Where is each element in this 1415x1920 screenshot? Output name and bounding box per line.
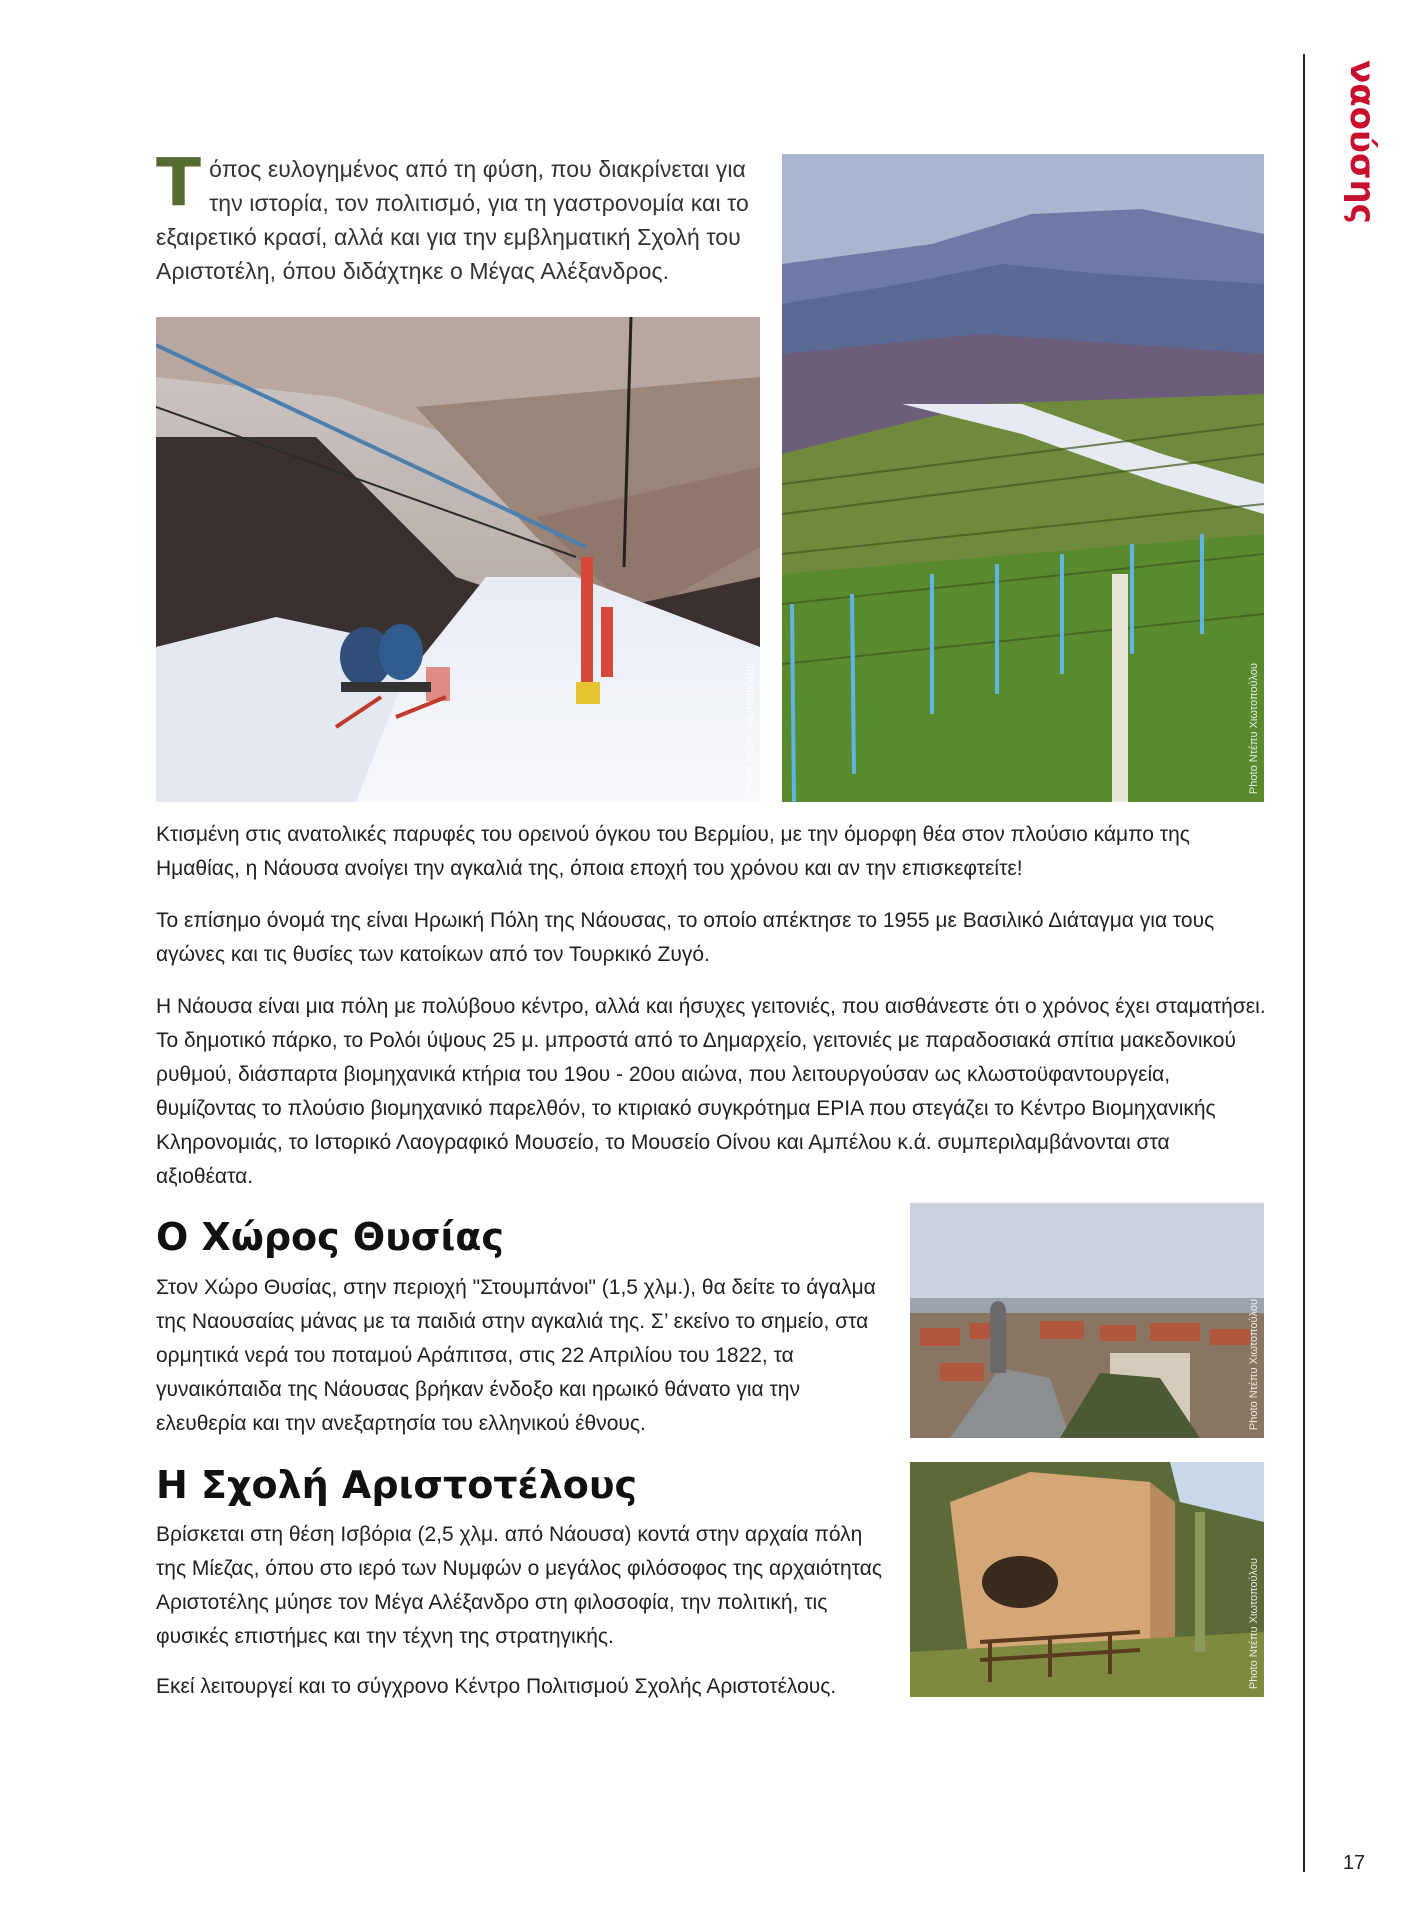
section-title-aristotle-school: Η Σχολή Αριστοτέλους — [156, 1463, 638, 1507]
section-title-sacrifice: Ο Χώρος Θυσίας — [156, 1215, 504, 1259]
brand-logo — [1342, 52, 1382, 232]
photo-monument — [910, 1203, 1264, 1438]
photo-credit: Photo Ντέπυ Χιωτοπούλου — [1248, 1298, 1260, 1430]
intro-paragraph — [156, 144, 766, 288]
photo-credit: Photo Ντέπυ Χιωτοπούλου — [1248, 662, 1260, 794]
margin-rule — [1303, 54, 1305, 1872]
section-text-aristotle-school: Βρίσκεται στη θέση Ισβόρια (2,5 χλμ. από Νάουσα) κοντά στην αρχαία πόλη της Μίεζας, όπου στο ιερό των Νυμφών ο μεγάλος φιλόσοφος της αρχαιότητας Αριστοτέλης μύησε τον Μέγα Αλέξανδρο στη φιλοσοφία, την πολιτική, τις φυσικές επιστήμες και την τέχνη της στρατηγικής. — [156, 1523, 882, 1648]
brand-text: ναούσης — [1342, 60, 1382, 224]
drop-cap: Τ — [156, 144, 202, 221]
intro-text: όπος ευλογημένος από τη φύση, που διακρίνεται για την ιστορία, τον πολιτισμό, για τη γαστρονομία και το εξαιρετικό κρασί, αλλά και για την εμβληματική Σχολή του Αριστοτέλη, όπου διδάχτηκε ο Μέγας Αλέξανδρος. — [156, 156, 749, 284]
photo-ski-lift — [156, 317, 760, 802]
section-text-cultural-center: Εκεί λειτουργεί και το σύγχρονο Κέντρο Πολιτισμού Σχολής Αριστοτέλους. — [156, 1675, 837, 1698]
body-paragraph-3: Η Νάουσα είναι μια πόλη με πολύβουο κέντρο, αλλά και ήσυχες γειτονιές, που αισθάνεστε ότι ο χρόνος έχει σταματήσει. Το δημοτικό πάρκο, το Ρολόι ύψους 25 μ. μπροστά από το Δημαρχείο, γειτονιές με παραδοσιακά σπίτια μακεδονικού ρυθμού, διάσπαρτα βιομηχανικά κτήρια του 19ου - 20ου αιώνα, που λειτουργούσαν ως κλωστοϋφαντουργεία, θυμίζοντας το πλούσιο βιομηχανικό παρελθόν, το κτιριακό συγκρότημα ΕΡΙΑ που στεγάζει το Κέντρο Βιομηχανικής Κληρονομιάς, το Ιστορικό Λαογραφικό Μουσείο, το Μουσείο Οίνου και Αμπέλου κ.ά. συμπεριλαμβάνονται στα αξιοθέατα. — [156, 995, 1266, 1188]
body-paragraph-2: Το επίσημο όνομά της είναι Ηρωική Πόλη της Νάουσας, το οποίο απέκτησε το 1955 με Βασιλικό Διάταγμα για τους αγώνες και τις θυσίες των κατοίκων από τον Τουρκικό Ζυγό. — [156, 909, 1215, 966]
photo-vineyard — [782, 154, 1264, 802]
body-paragraph-1: Κτισμένη στις ανατολικές παρυφές του ορεινού όγκου του Βερμίου, με την όμορφη θέα στον πλούσιο κάμπο της Ημαθίας, η Νάουσα ανοίγει την αγκαλιά της, όποια εποχή του χρόνου και αν την επισκεφτείτε! — [156, 823, 1190, 880]
section-text-sacrifice: Στον Χώρο Θυσίας, στην περιοχή "Στουμπάνοι" (1,5 χλμ.), θα δείτε το άγαλμα της Ναουσαίας μάνας με τα παιδιά στην αγκαλιά της. Σ’ εκείνο το σημείο, στα ορμητικά νερά του ποταμού Αράπιτσα, στις 22 Απριλίου του 1822, τα γυναικόπαιδα της Νάουσας βρήκαν ένδοξο και ηρωικό θάνατο για την ελευθερία και την ανεξαρτησία του ελληνικού έθνους. — [156, 1276, 876, 1435]
photo-credit: Photo Ντέπυ Χιωτοπούλου — [744, 662, 756, 794]
photo-aristotle-school — [910, 1462, 1264, 1697]
page-number: 17 — [1342, 1852, 1366, 1874]
photo-credit: Photo Ντέπυ Χιωτοπούλου — [1248, 1557, 1260, 1689]
